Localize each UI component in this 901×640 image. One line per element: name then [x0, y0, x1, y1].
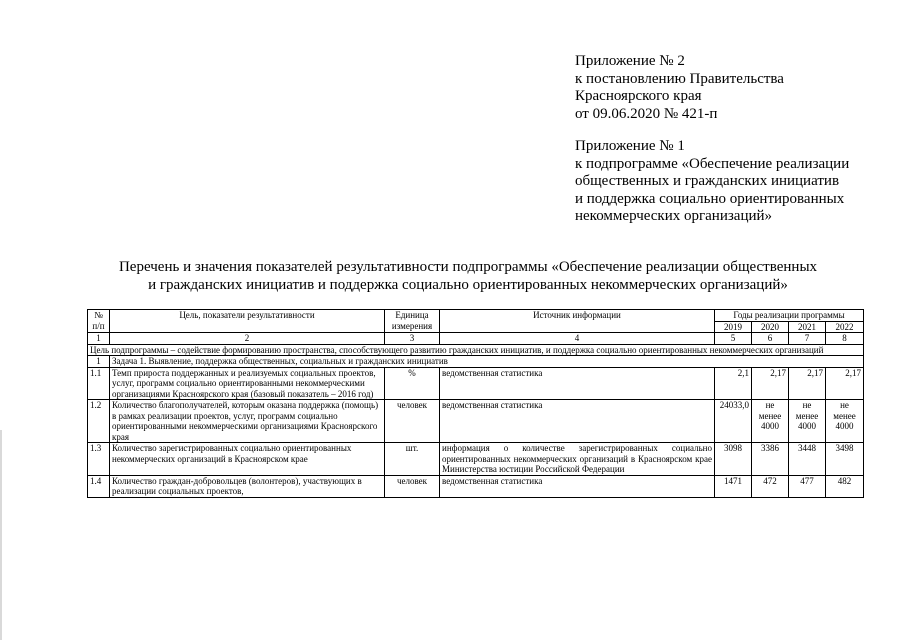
table-row	[88, 400, 864, 443]
column-number: 7	[789, 333, 826, 345]
header-num-label: №	[94, 310, 103, 320]
row-value-2022: 2,17	[826, 367, 864, 400]
task-num: 1	[88, 356, 110, 368]
row-unit: %	[385, 367, 440, 400]
header-unit	[385, 310, 440, 333]
row-value-2021: 2,17	[789, 367, 826, 400]
appendix-2-header	[575, 53, 784, 123]
table-row	[88, 443, 864, 476]
header-years: Годы реализации программы	[715, 310, 864, 322]
document-title-line-1: Перечень и значения показателей результативности подпрограммы «Обеспечение реализации общественных	[118, 259, 818, 275]
row-indicator: Количество благополучателей, которым оказана поддержка (помощь) в рамках реализации проектов, услуг, программ социально ориентированными некоммерческими организациями Красноярского края	[110, 400, 385, 443]
row-indicator: Количество граждан-добровольцев (волонтеров), участвующих в реализации социальных проектов,	[110, 475, 385, 497]
row-num: 1.4	[88, 475, 110, 497]
goal-row	[88, 344, 864, 356]
scan-edge-shadow	[0, 430, 2, 640]
column-number: 6	[752, 333, 789, 345]
row-unit: шт.	[385, 443, 440, 476]
appendix-1-line-3: общественных и гражданских инициатив	[575, 173, 840, 189]
header-num-label-2: п/п	[92, 320, 105, 331]
row-value-2019: 3098	[715, 443, 752, 476]
document-title	[88, 258, 848, 294]
appendix-2-line-1: Приложение № 2	[575, 53, 685, 69]
header-year-2019: 2019	[715, 321, 752, 333]
appendix-2-line-3: Красноярского края	[575, 88, 702, 104]
row-source: информация о количестве зарегистрированных социально ориентированных некоммерческих организаций в Красноярском крае Министерства юстиции Российской Федерации	[440, 443, 715, 476]
appendix-1-line-1: Приложение № 1	[575, 138, 685, 154]
row-value-2021: не менее 4000	[789, 400, 826, 443]
column-number: 3	[385, 333, 440, 345]
header-num	[88, 310, 110, 333]
row-source: ведомственная статистика	[440, 367, 715, 400]
document-title-line-2: и гражданских инициатив и поддержка социально ориентированных некоммерческих организаций»	[148, 277, 788, 293]
row-source: ведомственная статистика	[440, 475, 715, 497]
header-goal: Цель, показатели результативности	[110, 310, 385, 333]
row-num: 1.3	[88, 443, 110, 476]
goal-text: Цель подпрограммы – содействие формированию пространства, способствующего развитию гражданских инициатив, и поддержка социально ориентированных некоммерческих организаций	[88, 344, 864, 356]
row-value-2020: 3386	[752, 443, 789, 476]
task-text: Задача 1. Выявление, поддержка общественных, социальных и гражданских инициатив	[110, 356, 864, 368]
column-number: 8	[826, 333, 864, 345]
appendix-1-line-2: к подпрограмме «Обеспечение реализации	[575, 155, 850, 172]
column-number-row	[88, 333, 864, 345]
row-indicator: Количество зарегистрированных социально ориентированных некоммерческих организаций в Красноярском крае	[110, 443, 385, 476]
appendix-2-line-2: к постановлению Правительства	[575, 70, 784, 87]
appendix-1-line-5: некоммерческих организаций»	[575, 208, 773, 224]
header-unit-label: Единица	[395, 310, 429, 320]
indicators-table	[87, 309, 864, 498]
row-unit: человек	[385, 475, 440, 497]
appendix-1-line-4: и поддержка социально ориентированных	[575, 190, 845, 207]
row-value-2020: 472	[752, 475, 789, 497]
row-indicator: Темп прироста поддержанных и реализуемых социальных проектов, услуг, программ социально ориентированными некоммерческими организациями Красноярского края (базовый показатель – 2016 год)	[110, 367, 385, 400]
header-year-2022: 2022	[826, 321, 864, 333]
row-value-2019: 2,1	[715, 367, 752, 400]
column-number: 1	[88, 333, 110, 345]
table-header-row	[88, 310, 864, 322]
row-value-2020: 2,17	[752, 367, 789, 400]
column-number: 4	[440, 333, 715, 345]
row-num: 1.2	[88, 400, 110, 443]
row-value-2021: 477	[789, 475, 826, 497]
header-source: Источник информации	[440, 310, 715, 333]
row-value-2019: 24033,0	[715, 400, 752, 443]
appendix-1-header	[575, 138, 849, 226]
header-year-2021: 2021	[789, 321, 826, 333]
appendix-2-line-4: от 09.06.2020 № 421-п	[575, 105, 718, 122]
row-value-2022: не менее 4000	[826, 400, 864, 443]
row-value-2019: 1471	[715, 475, 752, 497]
row-value-2022: 3498	[826, 443, 864, 476]
row-value-2022: 482	[826, 475, 864, 497]
column-number: 5	[715, 333, 752, 345]
column-number: 2	[110, 333, 385, 345]
row-unit: человек	[385, 400, 440, 443]
table-row	[88, 475, 864, 497]
row-value-2021: 3448	[789, 443, 826, 476]
row-source: ведомственная статистика	[440, 400, 715, 443]
header-unit-label-2: измерения	[391, 320, 433, 331]
table-row	[88, 367, 864, 400]
header-year-2020: 2020	[752, 321, 789, 333]
task-row	[88, 356, 864, 368]
row-num: 1.1	[88, 367, 110, 400]
row-value-2020: не менее 4000	[752, 400, 789, 443]
